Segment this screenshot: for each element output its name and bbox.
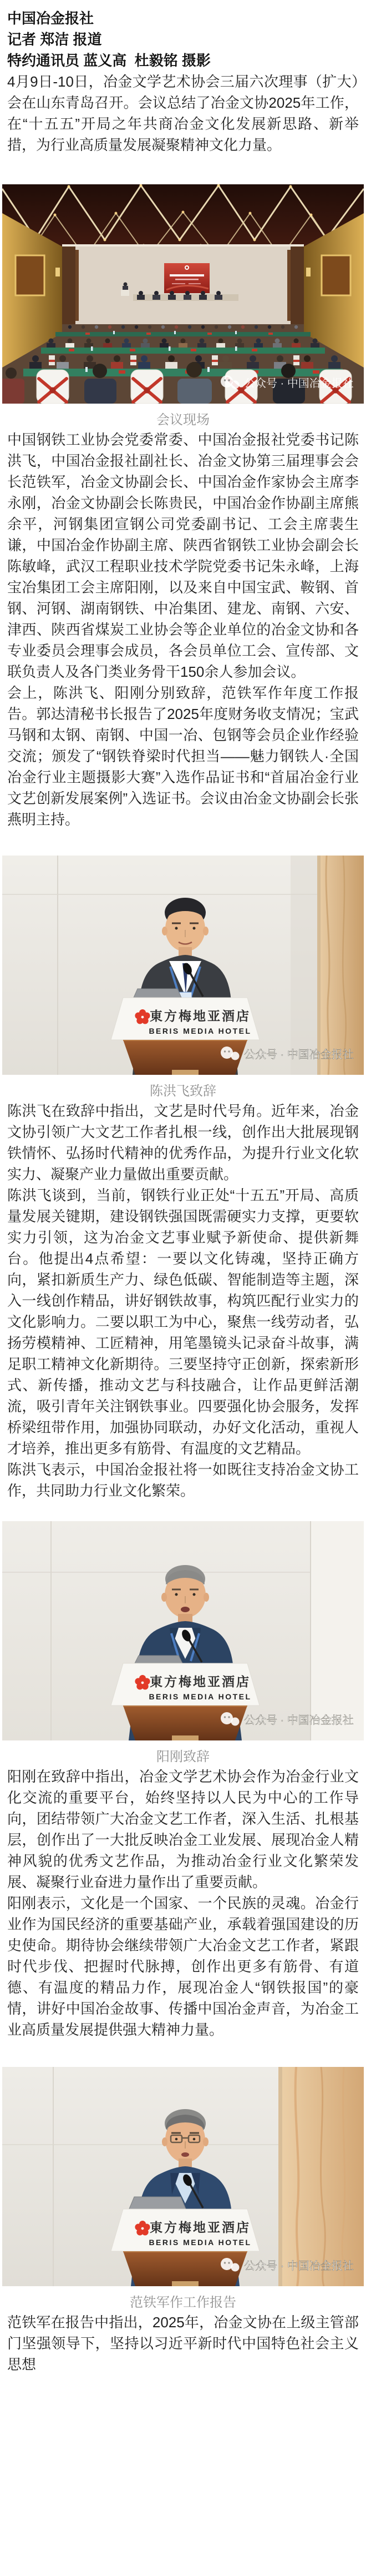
banner-emblem-core [186, 266, 188, 269]
marble-pillar [317, 856, 364, 1075]
podium-pedestal [172, 2281, 199, 2286]
wood-pillar-right [291, 246, 304, 324]
byline-reporter: 记者 郑洁 报道 [7, 31, 102, 48]
hotel-name-en: BERIS MEDIA HOTEL [149, 1692, 252, 1701]
paragraph-attendees: 中国钢铁工业协会党委常委、中国冶金报社党委书记陈洪飞，中国冶金报社副社长、冶金文协第三届理事会会长范铁军，冶金文协副会长、中国冶金作家协会主席李永刚，冶金文协副会长陈贵民，中国冶金作协副主席熊余平，河钢集团宣钢公司党委副书记、工会主席裴生谦，中国冶金作协副主席、陕西省钢铁工业协会副会长陈敏峰，武汉工程职业技术学院党委书记朱永峰，上海宝冶集团工会主席阳刚，以及来自中国宝武、鞍钢、首钢、河钢、湖南钢铁、中冶集团、建龙、南钢、六安、津西、陕西省煤炭工业协会等企业单位的冶金文协和各专业委员会理事会成员，各会员单位工会、宣传部、文联负责人及各门类业务骨干150余人参加会议。 [7, 431, 359, 680]
hotel-name-cn: 東方梅地亚酒店 [150, 2220, 251, 2235]
watermark-label: 公众号 · 中国冶金报社 [244, 2260, 354, 2272]
caption-meeting-scene: 会议现场 [156, 412, 210, 427]
speaker-ear-right [203, 927, 209, 935]
banner-detail-line-2 [189, 283, 201, 284]
hotel-name-cn: 東方梅地亚酒店 [150, 1009, 251, 1024]
audience-row-mid [47, 339, 319, 349]
speaker-mouth [181, 2152, 189, 2157]
caption-fantiejun: 范铁军作工作报告 [130, 2295, 236, 2310]
speaker-illustration-yanggang [2, 1521, 364, 1740]
wechat-icon-eye-1 [224, 379, 226, 381]
watermark-label: 公众号 · 中国冶金报社 [244, 378, 354, 390]
byline-org: 中国冶金报社 [7, 10, 94, 27]
pillar-edge-shadow [278, 2067, 282, 2286]
podium-pedestal [172, 1735, 199, 1740]
chenhongfei-photo[interactable] [2, 856, 364, 1075]
speaker-ear-left [161, 1593, 167, 1602]
paragraph-intro: 4月9日-10日，冶金文学艺术协会三届六次理事（扩大）会在山东青岛召开。会议总结了冶金文协2025年工作，在“十五五”开局之年共商冶金文化发展新思路、新举措，为行业高质量发展凝聚精神文化力量。 [7, 73, 359, 153]
caption-chenhongfei: 陈洪飞致辞 [150, 1084, 216, 1099]
hotel-name-cn: 東方梅地亚酒店 [150, 1674, 251, 1689]
speaker-illustration-chenhongfei [2, 856, 364, 1075]
byline-correspondents: 特约通讯员 蓝义高 杜毅铭 摄影 [7, 52, 211, 69]
wechat-icon-eye-2 [228, 379, 230, 381]
speaker-ear-left [162, 2137, 167, 2146]
watermark-label: 公众号 · 中国冶金报社 [244, 1714, 354, 1727]
figure-fantiejun [7, 2067, 359, 2312]
standing-speaker-head [124, 283, 128, 286]
wood-trim-left [75, 250, 79, 321]
wall-art-right [322, 255, 350, 295]
bright-column [311, 1521, 364, 1740]
byline [7, 8, 359, 71]
paragraph-chen-speech-3: 陈洪飞表示，中国冶金报社将一如既往支持冶金文协工作，共同助力行业文化繁荣。 [7, 1461, 359, 1499]
speaker-eye-left [175, 2138, 178, 2141]
speaker-illustration-fantiejun [2, 2067, 364, 2286]
wechat-icon-small-bubble [231, 381, 240, 389]
meeting-scene-photo[interactable] [2, 184, 364, 404]
pillar-edge-shadow [317, 856, 321, 1075]
speaker-ear-right [203, 2137, 209, 2146]
speaker-mouth-open [181, 1607, 190, 1612]
paragraph-fan-report: 范铁军在报告中指出，2025年，冶金文协在上级主管部门坚强领导下，坚持以习近平新时代中国特色社会主义思想 [7, 2314, 359, 2373]
laptop [129, 2197, 186, 2210]
laptop [133, 989, 182, 999]
wood-trim-right [287, 250, 291, 321]
speaker-eye-right [193, 2138, 196, 2141]
figure-chenhongfei [7, 856, 359, 1100]
yanggang-photo[interactable] [2, 1521, 364, 1740]
fantiejun-photo[interactable] [2, 2067, 364, 2286]
hotel-name-en: BERIS MEDIA HOTEL [149, 1027, 252, 1035]
wall-art-left [16, 255, 44, 295]
conference-hall-illustration [2, 184, 364, 404]
paragraph-chen-speech-2: 陈洪飞谈到，当前，钢铁行业正处“十五五”开局、高质量发展关键期，建设钢铁强国既需硬实力支撑，更要软实力引领，这为冶金文艺事业赋予新使命、提供新舞台。他提出4点希望：一要以文化铸魂，坚持正确方向，紧扣新质生产力、绿色低碳、智能制造等主题，深入一线创作精品，讲好钢铁故事，构筑匹配行业实力的文化影响力。二要以职工为中心，聚焦一线劳动者，弘扬劳模精神、工匠精神，用笔墨镜头记录奋斗故事，满足职工精神文化新期待。三要坚持守正创新，探索新形式、新传播，推动文艺与科技融合，让作品更鲜活潮流，吸引青年关注钢铁事业。四要强化协会服务，发挥桥梁纽带作用，加强协同联动，办好文化活动，重视人才培养，推出更多有筋骨、有温度的文艺精品。 [7, 1187, 359, 1457]
wood-pillar-left [62, 246, 75, 324]
wall-shade [291, 856, 317, 1075]
speaker-eye-right [193, 1593, 196, 1596]
speaker-ear-left [162, 927, 167, 935]
caption-yanggang: 阳刚致辞 [156, 1749, 210, 1764]
paragraph-agenda: 会上，陈洪飞、阳刚分别致辞，范铁军作年度工作报告。郭达清秘书长报告了2025年度财务收支情况；宝武马钢和太钢、南钢、中国一冶、包钢等会员企业作经验交流；颁发了“钢铁脊梁时代担当——魅力钢铁人·全国冶金行业主题摄影大赛”入选作品证书和“首届冶金行业文艺创新发展案例”入选证书。会议由冶金文协副会长张燕明主持。 [7, 685, 359, 828]
speaker-ear-right [204, 1593, 209, 1602]
wall-lamp-left [55, 268, 60, 276]
banner-detail-line-1 [172, 283, 185, 284]
banner-subtitle-line [175, 279, 199, 280]
wall-lamp-right [306, 268, 311, 276]
figure-meeting-scene [7, 184, 359, 429]
speaker-eye-right [193, 927, 196, 930]
paragraph-chen-speech-1: 陈洪飞在致辞中指出，文艺是时代号角。近年来，冶金文协引领广大文艺工作者扎根一线，创作出大批展现钢铁情怀、弘扬时代精神的优秀作品，为提升行业文化软实力、凝聚产业力量做出重要贡献。 [7, 1103, 359, 1183]
table-row-mid [41, 348, 325, 354]
podium-pedestal [172, 1070, 199, 1075]
watermark-label: 公众号 · 中国冶金报社 [244, 1049, 354, 1061]
paragraph-yang-speech-2: 阳刚表示，文化是一个国家、一个民族的灵魂。冶金行业作为国民经济的重要基础产业，承载着强国建设的历史使命。期待协会继续带领广大冶金文艺工作者，紧跟时代步伐、把握时代脉搏，创作出更多有筋骨、有道德、有温度的精品力作，展现冶金人“钢铁报国”的豪情，讲好中国冶金故事、传播中国冶金声音，为冶金工业高质量发展提供强大精神力量。 [7, 1895, 359, 2038]
hotel-name-en: BERIS MEDIA HOTEL [149, 2238, 252, 2247]
speaker-eye-left [175, 1593, 178, 1596]
figure-yanggang [7, 1521, 359, 1766]
paragraph-yang-speech-1: 阳刚在致辞中指出，冶金文学艺术协会作为冶金行业文化交流的重要平台，始终坚持以人民为中心的工作导向，团结带领广大冶金文艺工作者，深入生活、扎根基层，创作出了一大批反映冶金工业发展、展现冶金人精神风貌的优秀文艺作品，为推动冶金行业文化繁荣发展、凝聚行业奋进力量作出了重要贡献。 [7, 1768, 359, 1890]
stage-lectern [121, 290, 129, 296]
banner-title-line [170, 274, 204, 276]
speaker-eye-left [175, 927, 178, 930]
